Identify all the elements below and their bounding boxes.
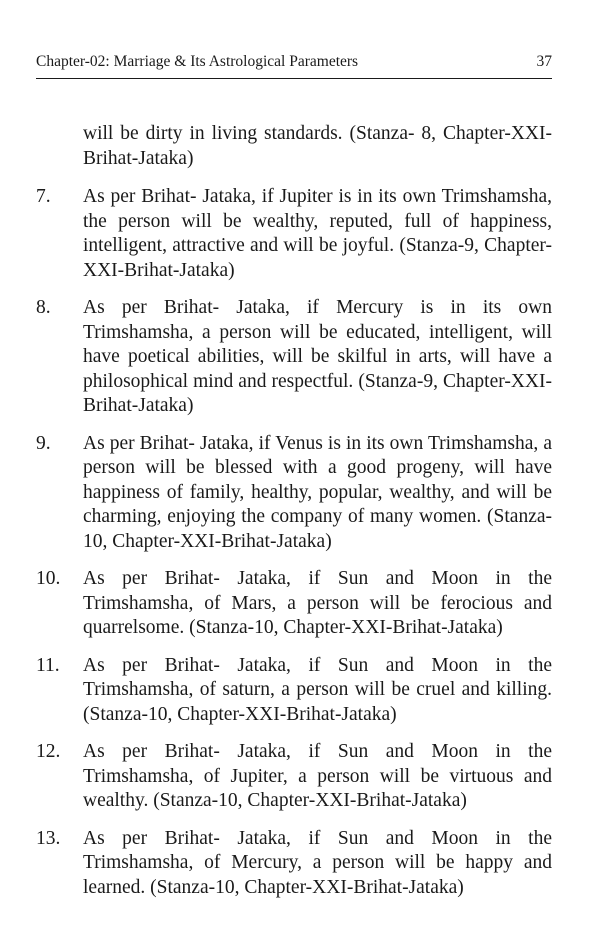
- list-item-text: As per Brihat- Jataka, if Mercury is in its own Trimshamsha, a person will be educated, intelligent, will have poetical abilities, will be skilful in arts, will have a philosophical mind and respectful. (Stanza-9, Chapter-XXI-Brihat-Jataka): [83, 297, 552, 416]
- list-item-number: 8.: [36, 297, 51, 318]
- list-item-number: 13.: [36, 827, 61, 849]
- list-item-text: As per Brihat- Jataka, if Sun and Moon in the Trimshamsha, of Jupiter, a person will be virtuous and wealthy. (Stanza-10, Chapter-XXI-Brihat-Jataka): [83, 741, 552, 811]
- list-item-text: As per Brihat- Jataka, if Sun and Moon in the Trimshamsha, of Mercury, a person will be happy and learned. (Stanza-10, Chapter-XXI-Brihat-Jataka): [83, 827, 552, 898]
- list-item-number: 7.: [36, 186, 51, 207]
- list-item-text: As per Brihat- Jataka, if Sun and Moon in the Trimshamsha, of saturn, a person will be cruel and killing. (Stanza-10, Chapter-XXI-Brihat-Jataka): [83, 654, 552, 725]
- list-item-text: As per Brihat- Jataka, if Venus is in its own Trimshamsha, a person will be blessed with a good progeny, will have happiness of family, healthy, popular, wealthy, and will be charming, enjoying the company of many women. (Stanza-10, Chapter-XXI-Brihat-Jataka): [83, 432, 552, 552]
- list-item-12: [36, 740, 552, 814]
- page-number: 37: [536, 53, 552, 70]
- list-item-8: [36, 296, 552, 419]
- continued-paragraph: will be dirty in living standards. (Stanza- 8, Chapter-XXI-Brihat-Jataka): [83, 123, 552, 169]
- chapter-title: Chapter-02: Marriage & Its Astrological Parameters: [36, 53, 359, 70]
- list-item-number: 9.: [36, 432, 51, 454]
- list-item-13: [36, 827, 552, 901]
- list-item-9: [36, 432, 552, 555]
- list-item-10: [36, 567, 552, 641]
- page-body: [36, 122, 552, 913]
- list-item-text: As per Brihat- Jataka, if Sun and Moon in the Trimshamsha, of Mars, a person will be ferocious and quarrelsome. (Stanza-10, Chapter-XXI-Brihat-Jataka): [83, 568, 552, 638]
- list-item-7: [36, 185, 552, 283]
- list-item-11: [36, 654, 552, 728]
- list-item-number: 11.: [36, 654, 60, 676]
- list-item-number: 12.: [36, 741, 61, 762]
- list-item-number: 10.: [36, 568, 61, 589]
- running-header: [36, 52, 552, 79]
- list-item-text: As per Brihat- Jataka, if Jupiter is in its own Trimshamsha, the person will be wealthy, reputed, full of happiness, intelligent, attractive and will be joyful. (Stanza-9, Chapter-XXI-Brihat-Jataka): [83, 186, 552, 281]
